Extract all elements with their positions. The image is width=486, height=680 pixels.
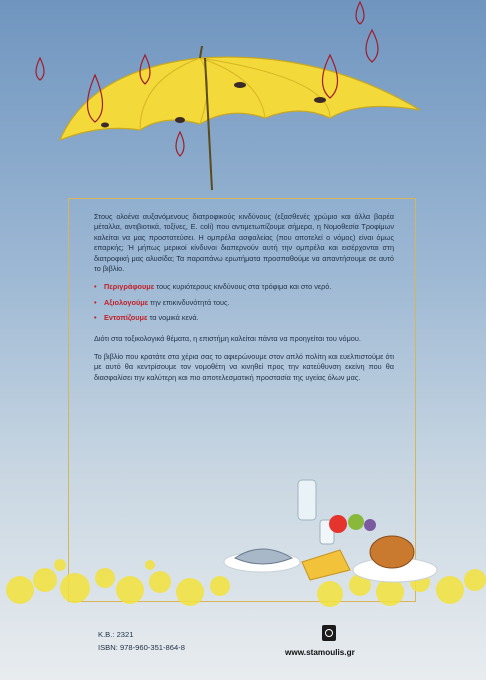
book-identifiers (98, 629, 185, 654)
blurb (94, 212, 394, 391)
food-illustration (0, 470, 486, 610)
dedication-paragraph: Το βιβλίο που κρατάτε στα χέρια σας το αφιερώνουμε στον απλό πολίτη και ευελπιστούμε ότι με αυτό θα κεντρίσουμε τον νομοθέτη να κινηθεί προς την κατεύθυνση εκείνη που θα διασφαλίσει την καλύτερη και πιο αποτελεσματική προστασία της υγείας όλων μας. (94, 352, 394, 382)
science-paragraph: Διότι στα τοξικολογικά θέματα, η επιστήμη καλείται πάντα να προηγείται του νόμου. (94, 333, 361, 343)
publisher-website: www.stamoulis.gr (285, 648, 355, 657)
bullet-icon: • (94, 282, 97, 292)
bullet-item: • Εντοπίζουμε τα νομικά κενά. (94, 313, 199, 323)
bullet-icon: • (94, 313, 97, 323)
bullet-item: • Περιγράφουμε τους κυριότερους κινδύνους στα τρόφιμα και στο νερό. (94, 282, 332, 292)
bullet-icon: • (94, 297, 97, 307)
intro-paragraph: Στους ολοένα αυξανόμενους διατροφικούς κινδύνους (εξασθενές χρώμιο και άλλα βαρέα μέταλλα, αντιβιοτικά, τοξίνες, E. coli) που αντιμετωπίζουμε σήμερα, η Νομοθεσία Τροφίμων καλείται να μας προστατεύσει. Η ομπρέλα ασφαλείας (που αποτελεί ο νόμος) είναι όμως επαρκής; Ή μήπως μερικοί κίνδυνοι διαπερνούν αυτή την ομπρέλα και εισέρχονται στη διατροφική μας αλυσίδα; Τα παραπάνω ερωτήματα προσπαθούμε να απαντήσουμε σε αυτό το βιβλίο. (94, 212, 394, 274)
isbn: ISBN: 978-960-351-864-8 (98, 642, 185, 652)
publisher-logo-icon (322, 625, 336, 641)
bullet-list (94, 282, 394, 323)
bullet-item: • Αξιολογούμε την επικινδυνότητά τους. (94, 297, 230, 307)
kb-code: Κ.Β.: 2321 (98, 630, 134, 639)
umbrella-illustration (0, 0, 486, 200)
